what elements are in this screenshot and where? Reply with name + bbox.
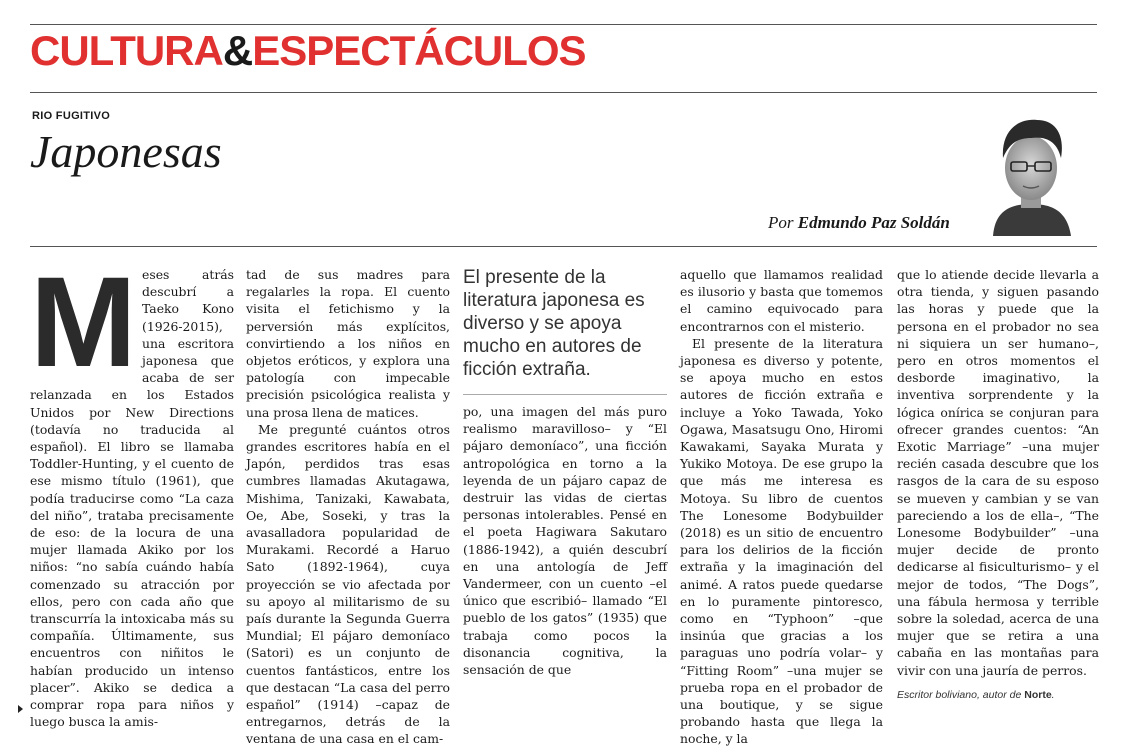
pull-quote-rule [463, 394, 667, 395]
article-column-5 [897, 266, 1099, 716]
header-rule [30, 92, 1097, 93]
byline [768, 213, 950, 233]
column-kicker: RIO FUGITIVO [32, 110, 111, 122]
section-header-part2: ESPECTÁCULOS [252, 27, 586, 74]
column-4-paragraph-1: aquello que llamamos realidad es ilusorio y basta que tomemos el camino equivocado para encontrarnos con el misterio. [680, 267, 883, 334]
byline-prefix: Por [768, 213, 794, 232]
column-5-paragraph: que lo atiende decide llevarla a otra tienda, y siguen pasando las horas y puede que la persona en el probador no sea ni siquiera un ser humano–, pero en otros momentos el desborde imaginativo, la inventiva sorprendente y la lógica onírica se conjuran para ofrecer grandes cuentos: “An Exotic Marriage” –una mujer recién casada descubre que los rasgos de la cara de su esposo se mueven y cambian y se van pareciendo a los de ella–, “The Lonesome Bodybuilder” –una mujer decide de pronto dedicarse al fisiculturismo– y el mejor de todos, “The Dogs”, una fábula hermosa y terrible sobre la soledad, acerca de una mujer que se retira a una cabaña en las montañas para vivir con una jauría de perros. [897, 267, 1099, 678]
article-column-4 [680, 266, 883, 747]
article-column-1 [30, 251, 234, 730]
author-bio [897, 687, 1099, 704]
column-4-paragraph-2: El presente de la literatura japonesa es diverso y potente, se apoya mucho en estos autores de ficción extraña e incluye a Yoko Tawada, Yoko Ogawa, Masatsugu Ono, Hiromi Kawakami, Sayaka Murata y Yukiko Motoya. De ese grupo la que más me interesa es Motoya. Su libro de cuentos The Lonesome Bodybuilder (2018) es un sitio de encuentro para los delirios de la ficción extraña y la imaginación del animé. A ratos puede quedarse en lo puramente pintoresco, como en “Typhoon” –que insinúa que gracias a los paraguas uno podría volar– y “Fitting Room” –una mujer se prueba ropa en el probador de una boutique, y se sigue probando hasta que llega la noche, y la [680, 335, 883, 747]
top-rule [30, 24, 1097, 25]
section-header-ampersand: & [222, 27, 253, 74]
section-header-part1: CULTURA [30, 27, 223, 74]
byline-rule [30, 246, 1097, 247]
article-column-2 [246, 266, 450, 747]
column-2-paragraph-2: Me pregunté cuántos otros grandes escritores había en el Japón, perdidos tras esas cumbres llamadas Akutagawa, Mishima, Tanizaki, Kawabata, Oe, Abe, Soseki, y tras la avasalladora popularidad de Murakami. Recordé a Haruo Sato (1892-1964), cuya proyección se vio afectada por su apoyo al militarismo de su país durante la Segunda Guerra Mundial; El pájaro demoníaco (Satori) es un conjunto de cuentos fantásticos, entre los que destacan “La casa del perro español” (1914) –capaz de entregarnos, detrás de la ventana de una casa en el cam- [246, 421, 450, 747]
pull-quote: El presente de la literatura japonesa es diverso y se apoya mucho en autores de ficción extraña. [463, 267, 645, 380]
byline-author: Edmundo Paz Soldán [797, 213, 950, 232]
section-header [30, 27, 586, 74]
article-title: Japonesas [30, 126, 222, 177]
drop-cap-letter: M [30, 251, 137, 394]
author-portrait [985, 112, 1077, 236]
column-3-paragraph: po, una imagen del más puro realismo maravilloso– y “El pájaro demoníaco”, una ficción antropológica en torno a la leyenda de un pájaro capaz de destruir las vidas de ciertas personas intolerables. Pensé en el poeta Hagiwara Sakutaro (1886-1942), a quién descubrí en una antología de Jeff Vandermeer, con un cuento –el único que escribió– llamado “El pueblo de los gatos” (1935) que trabaja como pocos la disonancia cognitiva, la sensación de que [463, 404, 667, 678]
author-bio-end: . [1051, 688, 1055, 701]
article-column-3 [463, 266, 667, 706]
column-1-paragraph: eses atrás descubrí a Taeko Kono (1926-2015), una escritora japonesa que acaba de ser relanzada en los Estados Unidos por New Directions (todavía no traducida al español). El libro se llamaba Toddler-Hunting, y el cuento de ese mismo título (1961), que podía traducirse como “La caza del niño”, trataba precisamente de eso: de la locura de una mujer llamada Akiko por los niños: “no sabía cuándo había comenzado su atracción por ellos, pero con cada año que transcurría la intoxicaba más su compañía. Últimamente, sus encuentros con niñitos le habían producido un intenso placer”. Akiko se dedica a comprar ropa para niños y luego busca la amis- [30, 267, 234, 730]
mouse-cursor-icon [18, 705, 23, 713]
author-bio-text: Escritor boliviano, autor de [897, 688, 1025, 701]
author-bio-book: Norte [1024, 688, 1052, 701]
drop-cap [30, 251, 137, 394]
column-2-paragraph-1: tad de sus madres para regalarles la ropa. El cuento visita el fetichismo y la perversión más explícitos, convirtiendo a los niños en objetos eróticos, y explora una patología con impecable precisión psicológica realista y una prosa llena de matices. [246, 267, 450, 420]
